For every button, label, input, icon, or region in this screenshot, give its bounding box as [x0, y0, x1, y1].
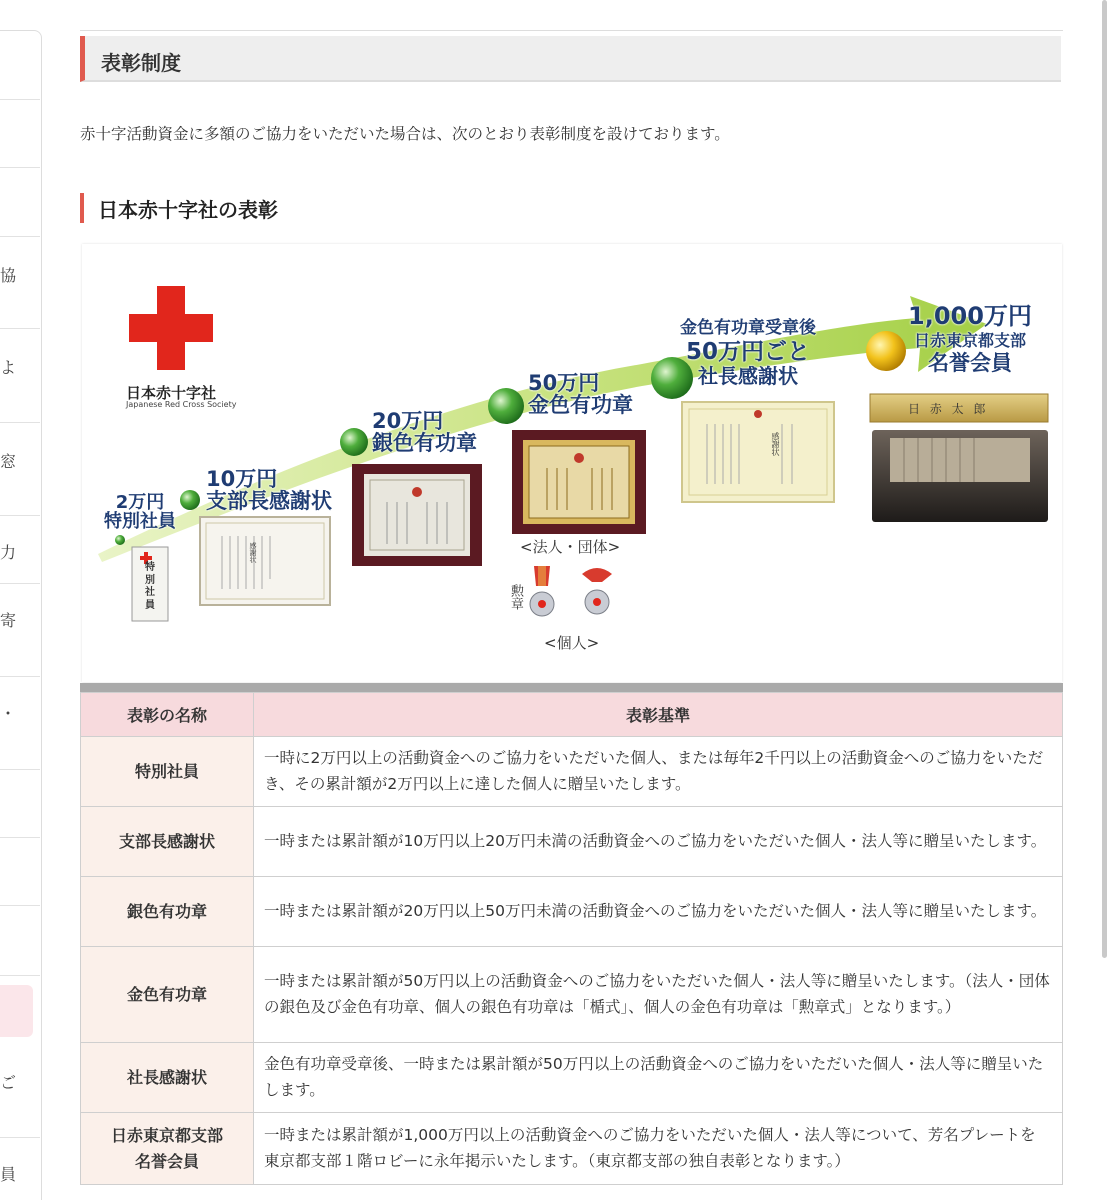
sidebar-item[interactable] [0, 584, 40, 677]
tier-amount: 50万円 [528, 371, 600, 395]
gold-medal-frame-image [512, 430, 646, 534]
member-card-text [138, 562, 162, 612]
medal-label: 勲章 [508, 584, 523, 610]
table-row [81, 947, 1063, 1043]
sidebar-divider [0, 167, 40, 168]
silver-medal-frame-image [352, 464, 482, 566]
plate-text: 日 赤 太 郎 [908, 402, 989, 416]
tier-amount: 10万円 [206, 467, 278, 491]
medal-image [530, 566, 554, 616]
logo-text: 日本赤十字社 [126, 384, 217, 402]
sidebar-item-label: 員 [0, 1165, 17, 1184]
award-criteria: 一時または累計額が1,000万円以上の活動資金へのご協力をいただいた個人・法人等について、芳名プレートを東京都支部１階ロビーに永年掲示いたします。（東京都支部の独自表彰となります。） [254, 1113, 1063, 1185]
sidebar-item[interactable] [0, 516, 40, 584]
tier-marker [340, 428, 368, 456]
tier-label [104, 494, 176, 532]
table-top-bar [80, 683, 1063, 692]
table-row [81, 737, 1063, 807]
tier-name: 名誉会員 [927, 350, 1012, 375]
sidebar-item[interactable] [0, 237, 40, 329]
tier-marker-gold [866, 331, 906, 371]
tier-name: 支部長感謝状 [206, 489, 332, 514]
intro-text: 赤十字活動資金に多額のご協力をいただいた場合は、次のとおり表彰制度を設けております。 [80, 125, 730, 143]
table-row [81, 1113, 1063, 1185]
sidebar-item[interactable] [0, 329, 40, 423]
table-row [81, 1043, 1063, 1113]
card-char: 員 [145, 599, 155, 611]
president-certificate-image [682, 402, 834, 502]
award-name: 金色有功章 [81, 947, 254, 1043]
tier-amount: 50万円ごと [685, 338, 810, 365]
award-criteria: 一時に2万円以上の活動資金へのご協力をいただいた個人、または毎年2千円以上の活動資金へのご協力をいただき、その累計額が2万円以上に達した個人に贈呈いたします。 [254, 737, 1063, 807]
award-criteria: 一時または累計額が50万円以上の活動資金へのご協力をいただいた個人・法人等に贈呈いたします。（法人・団体の銀色及び金色有功章、個人の銀色有功章は「楯式」、個人の金色有功章は「勲章式」となります。） [254, 947, 1063, 1043]
award-criteria-table [80, 692, 1063, 1185]
sidebar-item-active[interactable] [0, 985, 33, 1037]
corporate-label: <法人・団体> [520, 538, 621, 556]
card-char: 別 [145, 574, 155, 586]
subsection-title: 日本赤十字社の表彰 [98, 198, 278, 222]
medal-image [582, 568, 612, 614]
tier-marker [180, 490, 200, 510]
sidebar-item-label: 窓 [0, 452, 17, 471]
award-criteria: 一時または累計額が20万円以上50万円未満の活動資金へのご協力をいただいた個人・法人等に贈呈いたします。 [254, 877, 1063, 947]
tier-label [528, 372, 633, 416]
award-name [81, 1113, 254, 1185]
sidebar-item[interactable] [0, 838, 40, 906]
tier-amount: 1,000万円 [908, 302, 1032, 330]
tier-amount: 2万円 [115, 492, 165, 513]
branch-certificate-image [200, 517, 330, 605]
sidebar-item[interactable] [0, 423, 40, 516]
award-name: 社長感謝状 [81, 1043, 254, 1113]
tier-name: 日赤東京都支部 [913, 331, 1026, 351]
award-name-line: 日赤東京都支部 [110, 1125, 223, 1145]
award-tiers-illustration [82, 244, 1062, 682]
tier-marker [488, 388, 524, 424]
section-title: 表彰制度 [101, 51, 181, 75]
subsection-heading [80, 193, 278, 223]
table-row [81, 877, 1063, 947]
certificate-title: 感謝状 [249, 542, 257, 563]
tier-marker [115, 535, 125, 545]
sidebar-item[interactable] [0, 677, 40, 770]
sidebar-item-label: ご [0, 1073, 17, 1092]
sidebar-item-label: 協 [0, 266, 17, 285]
sidebar-item-label: ・ [0, 704, 17, 723]
card-char: 社 [145, 587, 155, 598]
table-row [81, 807, 1063, 877]
tier-name: 社長感謝状 [698, 363, 798, 388]
award-criteria: 一時または累計額が10万円以上20万円未満の活動資金へのご協力をいただいた個人・法人等に贈呈いたします。 [254, 807, 1063, 877]
sidebar-divider [0, 99, 40, 100]
tier-name: 金色有功章 [528, 393, 633, 418]
table-header-row [81, 693, 1063, 737]
tier-label [680, 320, 816, 387]
sidebar-item[interactable] [0, 1138, 40, 1198]
award-criteria: 金色有功章受章後、一時または累計額が50万円以上の活動資金へのご協力をいただいた個人・法人等に贈呈いたします。 [254, 1043, 1063, 1113]
logo-text-en: Japanese Red Cross Society [126, 400, 237, 409]
top-divider [80, 30, 1063, 31]
sidebar-item-label: よ [0, 358, 17, 377]
individual-label: <個人> [544, 634, 600, 652]
sidebar-item-label: 寄 [0, 611, 17, 630]
section-heading [80, 36, 1061, 82]
header-criteria: 表彰基準 [254, 693, 1063, 737]
tier-label [372, 410, 477, 454]
side-navigation [0, 30, 42, 1200]
tier-name: 特別社員 [104, 510, 176, 532]
tier-name: 銀色有功章 [372, 431, 477, 456]
award-name: 銀色有功章 [81, 877, 254, 947]
award-name-line: 名誉会員 [134, 1151, 199, 1171]
sidebar-item-label: 力 [0, 543, 17, 562]
plate-case-image [872, 430, 1048, 522]
card-char: 特 [145, 562, 155, 573]
tier-label [206, 468, 332, 512]
tier-prefix: 金色有功章受章後 [680, 318, 816, 338]
sidebar-item[interactable] [0, 906, 40, 976]
sidebar-item[interactable] [0, 1044, 40, 1138]
header-award-name: 表彰の名称 [81, 693, 254, 737]
award-name: 特別社員 [81, 737, 254, 807]
scrollbar-thumb[interactable] [1102, 0, 1107, 958]
tier-amount: 20万円 [372, 409, 444, 433]
certificate-title: 感謝状 [771, 432, 780, 456]
scrollbar[interactable] [1100, 0, 1108, 1200]
red-cross-logo [129, 286, 213, 370]
award-name: 支部長感謝状 [81, 807, 254, 877]
tier-label [908, 304, 1032, 374]
sidebar-item[interactable] [0, 770, 40, 838]
